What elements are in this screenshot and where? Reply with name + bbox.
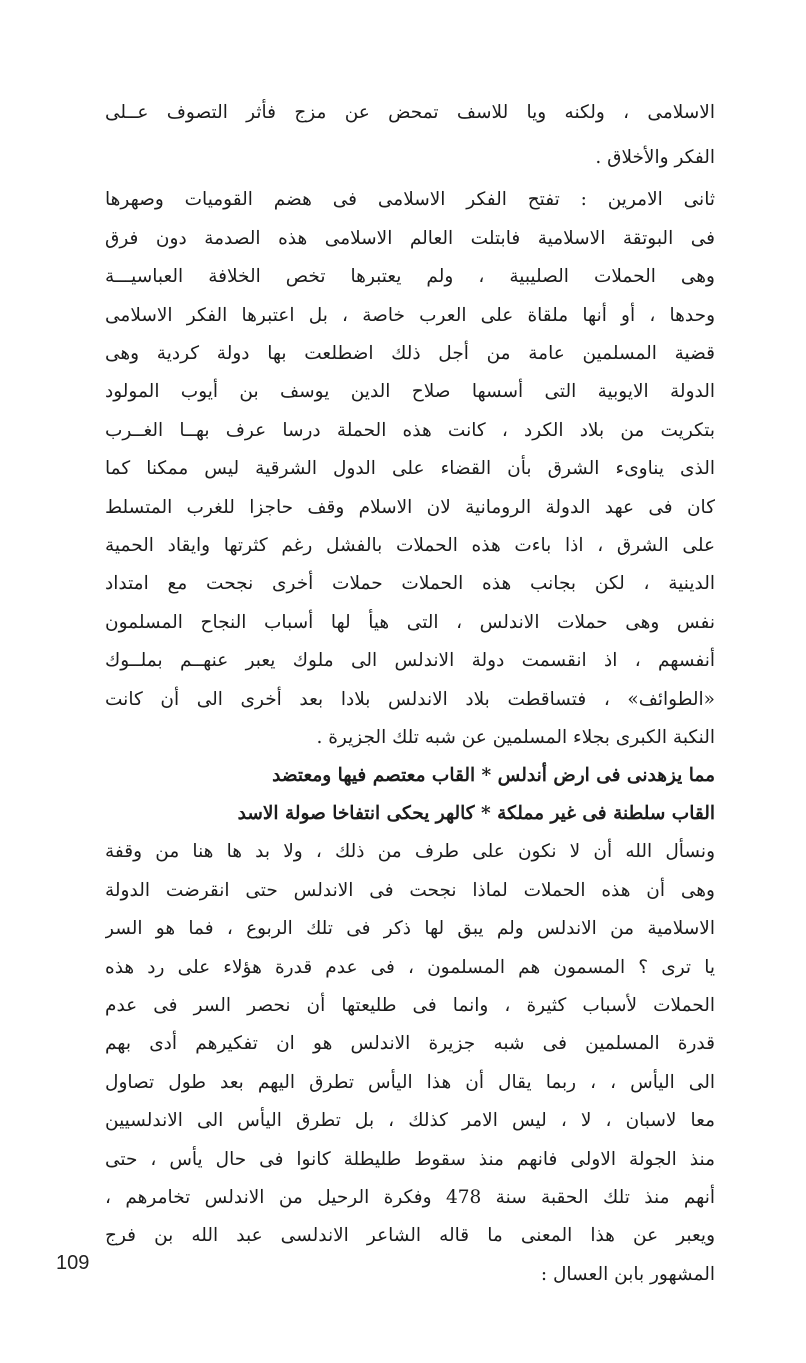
- text-line: نفس وهى حملات الاندلس ، التى هيأ لها أسباب النجاح المسلمون: [105, 612, 715, 633]
- text-line: على الشرق ، اذا باءت هذه الحملات بالفشل رغم كثرتها وايقاد الحمية: [105, 535, 715, 556]
- text-line: الى اليأس ، ، ربما يقال أن هذا اليأس تطرق اليهم بعد طول تصاول: [105, 1072, 715, 1093]
- text-line: بتكريت من بلاد الكرد ، كانت هذه الحملة درسا عرف بهــا الغــرب: [105, 420, 715, 441]
- text-line: «الطوائف» ، فتساقطت بلاد الاندلس بلادا بعد أخرى الى أن كانت: [105, 689, 715, 710]
- text-line: منذ الجولة الاولى فانهم منذ سقوط طليطلة كانوا فى حال يأس ، حتى: [105, 1149, 715, 1170]
- text-line: الاسلامى ، ولكنه ويا للاسف تمحض عن مزج فأثر التصوف عــلى: [105, 102, 715, 123]
- text-line: الاسلامية من الاندلس ولم يبق لها ذكر فى تلك الربوع ، فما هو السر: [105, 918, 715, 939]
- page-number: 109: [56, 1252, 90, 1274]
- text-line: الحملات لأسباب كثيرة ، وانما فى طليعتها أن نحصر السر فى عدم: [105, 995, 715, 1016]
- text-line: الفكر والأخلاق .: [595, 147, 715, 168]
- poem-verse: القاب سلطنة فى غير مملكة * كالهر يحكى انتفاخا صولة الاسد: [237, 803, 715, 824]
- text-line: ثانى الامرين : تفتح الفكر الاسلامى فى هضم القوميات وصهرها: [105, 189, 715, 210]
- text-line: ونسأل الله أن لا نكون على طرف من ذلك ، ولا بد ها هنا من وقفة: [105, 841, 715, 862]
- text-line: الذى يناوىء الشرق بأن القضاء على الدول الشرقية ليس ممكنا كما: [105, 458, 715, 479]
- text-line: كان فى عهد الدولة الرومانية لان الاسلام وقف حاجزا للغرب المتسلط: [105, 497, 715, 518]
- text-line: أنهم منذ تلك الحقبة سنة 478 وفكرة الرحيل من الاندلس تخامرهم ،: [105, 1187, 715, 1208]
- text-line: قضية المسلمين عامة من أجل ذلك اضطلعت بها دولة كردية وهى: [105, 343, 715, 364]
- text-line: يا ترى ؟ المسمون هم المسلمون ، فى عدم قدرة هؤلاء على رد هذه: [105, 957, 715, 978]
- text-line: وحدها ، أو أنها ملقاة على العرب خاصة ، بل اعتبرها الفكر الاسلامى: [105, 305, 715, 326]
- text-line: الدولة الايوبية التى أسسها صلاح الدين يوسف بن أيوب المولود: [105, 381, 715, 402]
- poem-verse: مما يزهدنى فى ارض أندلس * القاب معتصم فيها ومعتضد: [272, 765, 715, 786]
- text-line: وهى أن هذه الحملات لماذا نجحت فى الاندلس حتى انقرضت الدولة: [105, 880, 715, 901]
- text-line: معا لاسبان ، لا ، ليس الامر كذلك ، بل تطرق اليأس الى الاندلسيين: [105, 1110, 715, 1131]
- text-line: قدرة المسلمين فى شبه جزيرة الاندلس هو ان تفكيرهم أدى بهم: [105, 1033, 715, 1054]
- text-line: فى البوتقة الاسلامية فابتلت العالم الاسلامى هذه الصدمة دون فرق: [105, 228, 715, 249]
- text-line: الدينية ، لكن بجانب هذه الحملات حملات أخرى نجحت مع امتداد: [105, 573, 715, 594]
- text-line: المشهور بابن العسال :: [540, 1264, 715, 1285]
- text-line: ويعبر عن هذا المعنى ما قاله الشاعر الاندلسى عبد الله بن فرج: [105, 1225, 715, 1246]
- text-line: أنفسهم ، اذ انقسمت دولة الاندلس الى ملوك يعبر عنهــم بملــوك: [105, 650, 715, 671]
- text-line: وهى الحملات الصليبية ، ولم يعتبرها تخص الخلافة العباسيـــة: [105, 266, 715, 287]
- text-line: النكبة الكبرى بجلاء المسلمين عن شبه تلك الجزيرة .: [316, 727, 715, 748]
